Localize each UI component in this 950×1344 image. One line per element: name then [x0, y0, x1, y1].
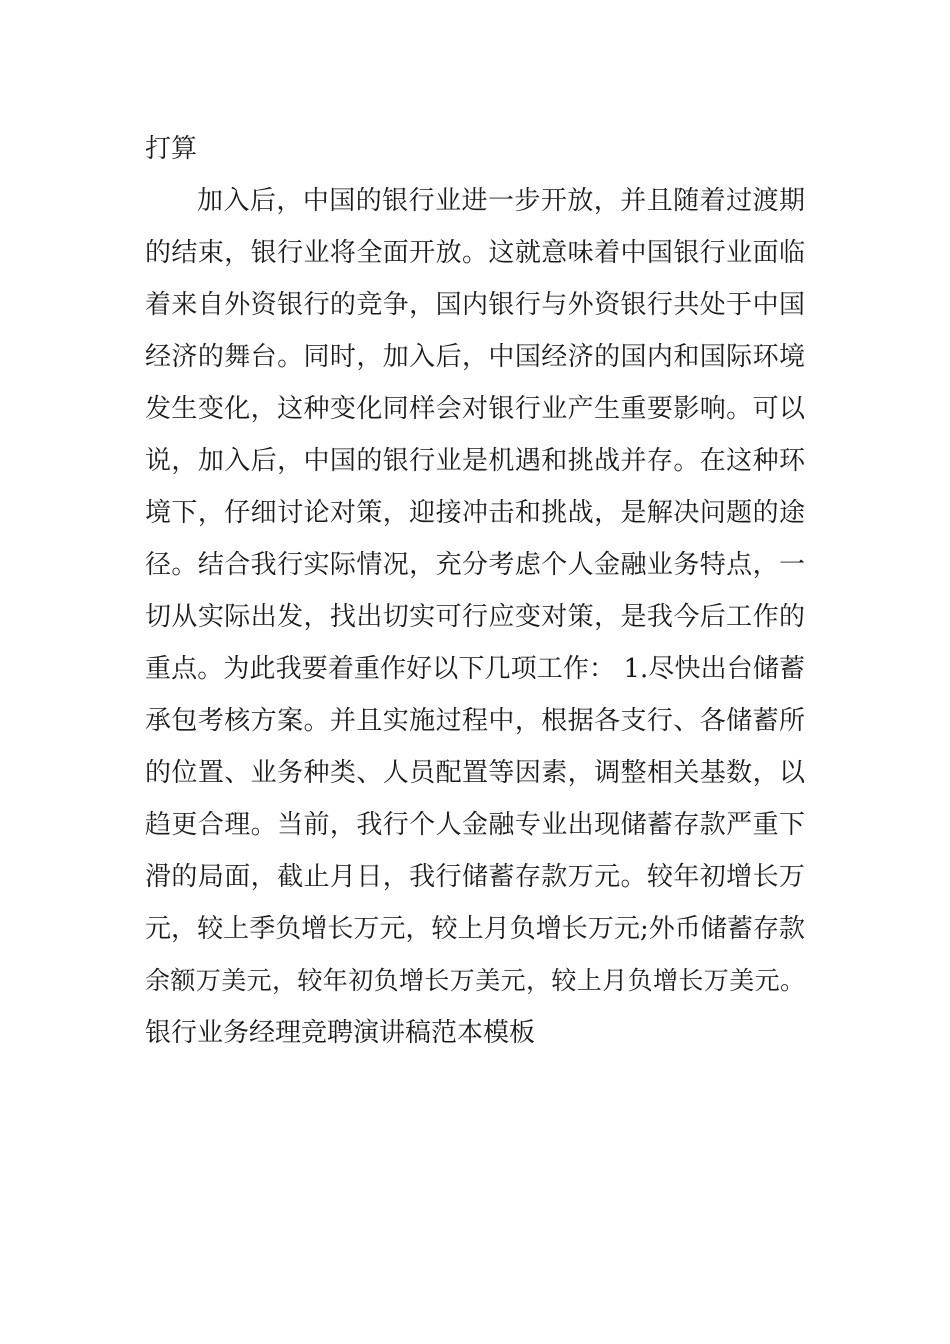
text-line-16: 元，较上季负增长万元，较上月负增长万元;外币储蓄存款 — [145, 914, 805, 944]
text-line-10: 切从实际出发，找出切实可行应变对策，是我今后工作的 — [145, 602, 805, 632]
text-line-11: 重点。为此我要着重作好以下几项工作： 1.尽快出台储蓄 — [145, 654, 805, 684]
text-line-13: 的位置、业务种类、人员配置等因素，调整相关基数，以 — [145, 758, 805, 788]
text-line-9: 径。结合我行实际情况，充分考虑个人金融业务特点，一 — [145, 550, 805, 580]
text-line-2: 加入后，中国的银行业进一步开放，并且随着过渡期 — [197, 186, 805, 216]
text-line-8: 境下，仔细讨论对策，迎接冲击和挑战，是解决问题的途 — [145, 498, 805, 528]
text-line-15: 滑的局面，截止月日，我行储蓄存款万元。较年初增长万 — [145, 862, 805, 892]
text-line-1: 打算 — [145, 134, 198, 164]
text-line-4: 着来自外资银行的竞争，国内银行与外资银行共处于中国 — [145, 290, 805, 320]
text-line-14: 趋更合理。当前，我行个人金融专业出现储蓄存款严重下 — [145, 810, 805, 840]
text-line-17: 余额万美元，较年初负增长万美元，较上月负增长万美元。 — [145, 966, 805, 995]
text-line-5: 经济的舞台。同时，加入后，中国经济的国内和国际环境 — [145, 342, 805, 372]
text-line-3: 的结束，银行业将全面开放。这就意味着中国银行业面临 — [145, 238, 805, 268]
text-line-6: 发生变化，这种变化同样会对银行业产生重要影响。可以 — [145, 394, 805, 424]
text-line-18: 银行业务经理竞聘演讲稿范本模板 — [145, 1018, 536, 1048]
text-line-12: 承包考核方案。并且实施过程中，根据各支行、各储蓄所 — [145, 706, 805, 736]
text-line-7: 说，加入后，中国的银行业是机遇和挑战并存。在这种环 — [145, 446, 805, 476]
